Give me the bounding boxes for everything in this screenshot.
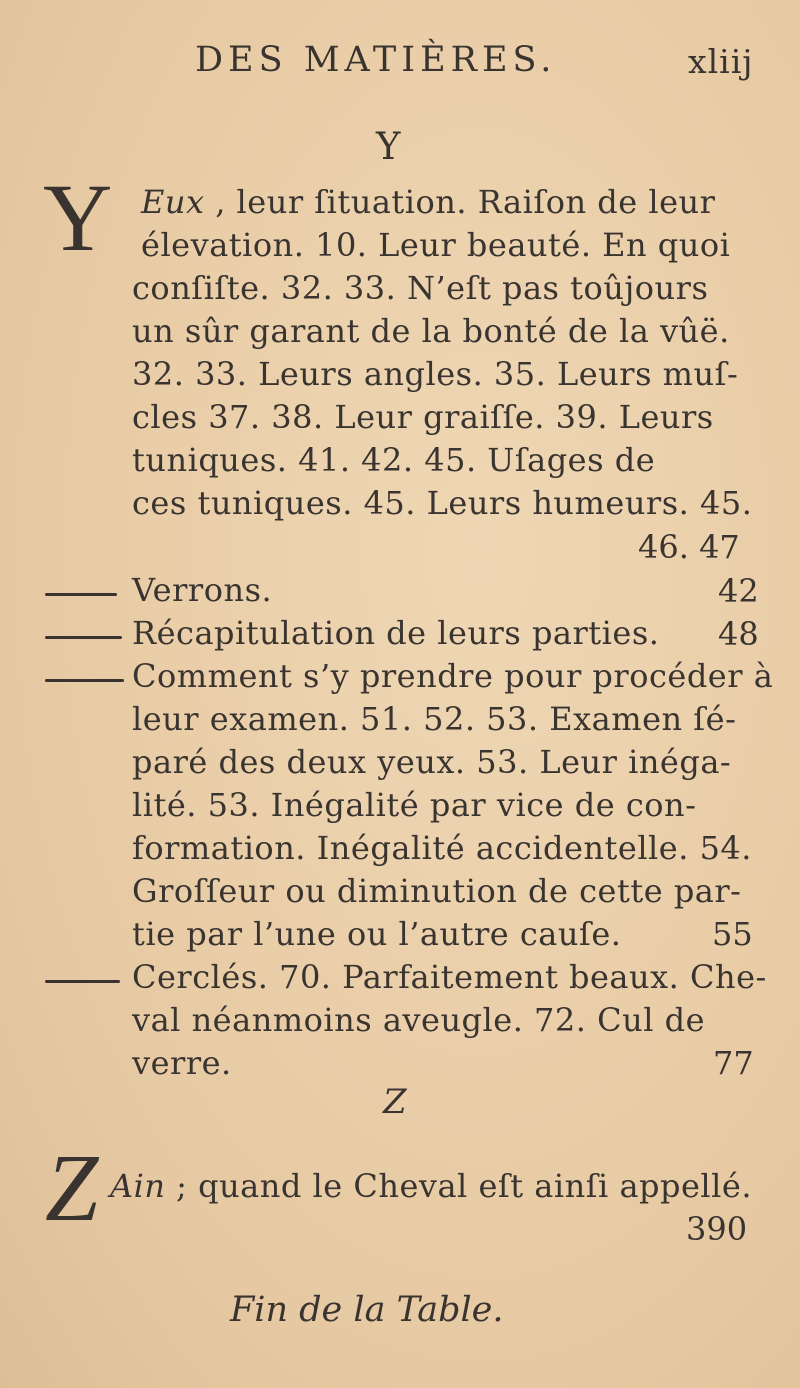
entry-line: cles 37. 38. Leur graiſſe. 39. Leurs <box>132 398 714 436</box>
dropcap-z: Z <box>45 1134 99 1241</box>
subentry-line: paré des deux yeux. 53. Leur inéga- <box>132 743 732 781</box>
first-word: Eux <box>141 183 205 221</box>
dropcap-y: Y <box>43 164 113 271</box>
entry-line: 32. 33. Leurs angles. 35. Leurs muſ- <box>132 355 739 393</box>
subentry-line: val néanmoins aveugle. 72. Cul de <box>132 1001 706 1039</box>
subentry-line: lité. 53. Inégalité par vice de con- <box>132 786 697 824</box>
entry-line <box>110 1166 752 1206</box>
subentry-line: Comment s’y prendre pour procéder à <box>132 657 774 695</box>
subentry-line: Récapitulation de leurs parties. <box>132 614 660 652</box>
page-ref: 390 <box>686 1210 748 1248</box>
entry-line: élevation. 10. Leur beauté. En quoi <box>141 226 731 264</box>
entry-line: conſiſte. 32. 33. N’eſt pas toûjours <box>132 269 709 307</box>
entry-text: ; quand le Cheval eſt ainſi appellé. <box>176 1167 752 1205</box>
end-of-table: Fin de la Table. <box>230 1290 504 1330</box>
entry-text: , leur ſituation. Raiſon de leur <box>215 183 716 221</box>
subentry-line: Cerclés. 70. Parfaitement beaux. Che- <box>132 958 767 996</box>
running-head: DES MATIÈRES. <box>195 40 557 80</box>
entry-line: tuniques. 41. 42. 45. Uſages de <box>132 441 656 479</box>
entry-line: un sûr garant de la bonté de la vûë. <box>132 312 730 350</box>
page-ref: 46. 47 <box>638 528 740 566</box>
subentry-line: tie par l’une ou l’autre cauſe. <box>132 915 622 953</box>
dash-rule <box>45 679 124 682</box>
dash-rule <box>45 593 117 596</box>
dash-rule <box>45 980 120 983</box>
subentry-line: verre. <box>132 1044 232 1082</box>
dash-rule <box>45 636 122 639</box>
page-ref: 77 <box>713 1044 754 1082</box>
entry-line: ces tuniques. 45. Leurs humeurs. 45. <box>132 484 753 522</box>
folio: xliij <box>688 42 754 81</box>
page-ref: 48 <box>718 615 759 653</box>
section-letter-y: Y <box>376 125 401 168</box>
section-letter-z: Z <box>383 1082 407 1122</box>
entry-line <box>141 182 715 222</box>
page-ref: 42 <box>718 572 759 610</box>
subentry-line: Verrons. <box>132 571 273 609</box>
subentry-line: Groſſeur ou diminution de cette par- <box>132 872 742 910</box>
page-ref: 55 <box>712 915 753 953</box>
first-word: Ain <box>110 1167 166 1205</box>
subentry-line: leur examen. 51. 52. 53. Examen ſé- <box>132 700 737 738</box>
subentry-line: formation. Inégalité accidentelle. 54. <box>132 829 752 867</box>
